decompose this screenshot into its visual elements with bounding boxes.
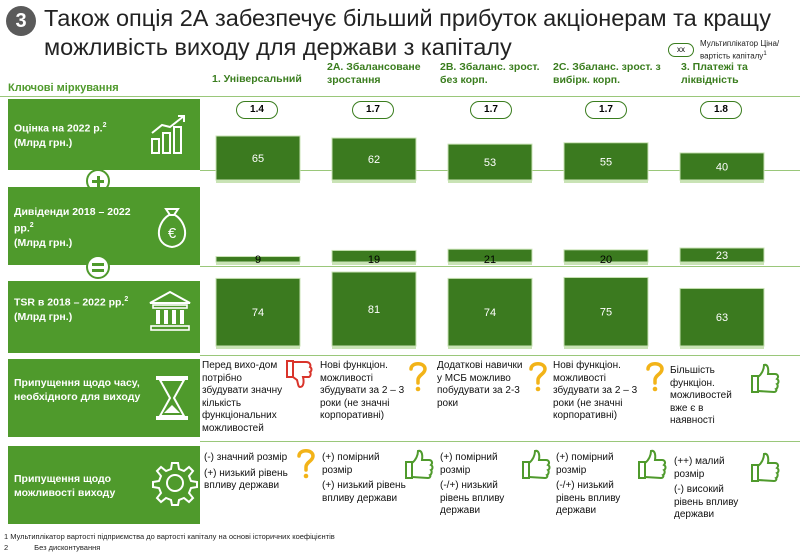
page-title: Також опція 2А забезпечує більший прибуток акціонерам та кращу можливість виходу для держави з капіталу (44, 5, 771, 60)
thumbs-up-icon (636, 448, 668, 481)
exit-point: (-/+) низький рівень впливу держави (440, 480, 505, 517)
time-cell: Більшість функціон. можливостей вже є в наявності (670, 365, 732, 427)
column-header-2b: 2В. Збаланс. зрост. без корп. (440, 61, 540, 86)
time-cell: Перед вихо-дом потрібно збудувати значну кількість функціональних можливостей (202, 360, 283, 434)
question-mark-icon (403, 359, 433, 395)
time-cell: Нові функціон. можливості збудувати за 2 – 3 роки (не значні корпоративні) (553, 360, 638, 422)
column-header-1: 1. Універсальний (212, 73, 302, 85)
header-key-considerations: Ключові міркування (8, 82, 119, 94)
bar-value-label: 23 (715, 250, 729, 262)
time-cell: Додаткові навички у МСБ можливо побудувати за 2-3 роки (437, 360, 523, 409)
multiplier-pill: 1.8 (700, 101, 742, 119)
row-label-text: Припущення щодо можливості виходу (14, 473, 116, 499)
svg-text:€: € (167, 225, 177, 242)
footnote-1: 1 Мультиплікатор вартості підприємства до вартості капіталу на основі історичних коефіцієнтів (4, 532, 335, 541)
exit-point: (-) високий рівень впливу держави (674, 484, 739, 521)
question-mark-icon (523, 359, 553, 395)
thumbs-up-icon (749, 362, 781, 395)
row-label-text: TSR в 2018 – 2022 рр.$^2$ (Млрд грн.) (14, 296, 129, 323)
multiplier-pill: 1.7 (585, 101, 627, 119)
row-label-text: Оцінка на 2022 р.$^2$ (Млрд грн.) (14, 122, 107, 149)
row-label-text: Дивіденди 2018 – 2022 рр.$^2$ (Млрд грн.) (14, 206, 131, 249)
time-cell: Нові функціон. можливості збудувати за 2 – 3 роки (не значні корпоративні) (320, 360, 405, 422)
bar-value-label: 65 (251, 153, 265, 165)
column-header-2a: 2А. Збалансоване зростання (327, 61, 421, 86)
exit-point: (+) помірний розмір (440, 452, 498, 476)
row-label-text: Припущення щодо часу, необхідного для виходу (14, 377, 141, 403)
exit-cell (440, 452, 520, 518)
thumbs-up-icon (749, 451, 781, 484)
exit-point: (-/+) низький рівень впливу держави (556, 480, 621, 517)
thumbs-up-icon (403, 448, 435, 481)
bar-value-label: 75 (599, 306, 613, 319)
exit-point: (+) помірний розмір (556, 452, 614, 476)
bar-value-label: 9 (254, 254, 262, 266)
bar-value-label: 81 (367, 304, 381, 316)
bar-value-label: 20 (599, 254, 613, 266)
multiplier-pill: 1.7 (470, 101, 512, 119)
legend-label: Мультиплікатор Ціна/вартість капіталу (700, 39, 780, 61)
exit-point: (+) низький рівень впливу держави (322, 480, 406, 504)
exit-point: (++) малий розмір (674, 456, 725, 480)
bar-value-label: 40 (715, 161, 729, 174)
bar-value-label: 53 (483, 157, 497, 170)
exit-point: (+) помірний розмір (322, 452, 380, 476)
thumbs-up-icon (520, 448, 552, 481)
question-mark-icon (291, 446, 321, 482)
bar-value-label: 19 (367, 254, 381, 266)
slide-number: 3 (6, 6, 36, 36)
thumbs-down-icon (284, 358, 314, 390)
multiplier-pill: 1.4 (236, 101, 278, 119)
column-header-3: 3. Платежі та ліквідність (681, 61, 748, 86)
legend-sup: 1 (763, 51, 767, 57)
exit-cell (204, 452, 292, 493)
exit-cell (322, 452, 408, 505)
bar-value-label: 74 (251, 307, 265, 320)
legend-pill: xx (668, 43, 694, 57)
bar-value-label: 62 (367, 154, 381, 167)
question-mark-icon (640, 359, 670, 395)
multiplier-pill: 1.7 (352, 101, 394, 119)
bar-value-label: 55 (599, 156, 613, 169)
exit-cell (674, 456, 748, 522)
column-header-2c: 2С. Збаланс. зрост. з вибірк. корп. (553, 61, 661, 86)
footnote-2: 2 Без дисконтування (4, 543, 101, 552)
exit-point: (+) низький рівень впливу держави (204, 467, 288, 492)
bar-value-label: 74 (483, 307, 497, 320)
exit-point: (-) значний розмір (204, 452, 288, 463)
bar-value-label: 63 (715, 312, 729, 325)
exit-cell (556, 452, 636, 518)
bar-value-label: 21 (483, 254, 497, 266)
